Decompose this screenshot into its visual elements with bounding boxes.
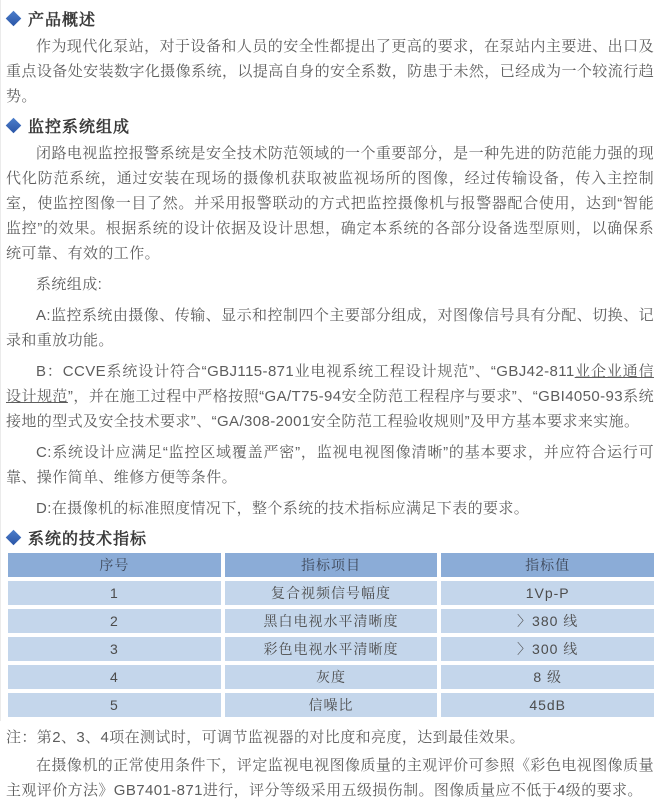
section-heading-specs <box>6 527 654 547</box>
table-cell-value: 45dB <box>441 693 654 717</box>
table-cell-value: 〉380 线 <box>441 609 654 633</box>
table-row <box>8 609 654 633</box>
composition-subtitle: 系统组成: <box>36 276 103 293</box>
diamond-bullet-icon <box>6 529 22 545</box>
section-heading-composition <box>6 115 654 135</box>
table-cell-value: 1Vp-P <box>441 581 654 605</box>
table-row <box>8 665 654 689</box>
table-header-value: 指标值 <box>441 553 654 577</box>
overview-paragraph: 作为现代化泵站，对于设备和人员的安全性都提出了更高的要求，在泵站内主要进、出口及重点设备处安装数字化摄像系统，以提高自身的安全系数，防患于未然，已经成为一个较流行趋势。 <box>6 38 654 105</box>
table-cell-no: 5 <box>8 693 221 717</box>
section-title-composition: 监控系统组成 <box>28 118 131 136</box>
item-b-underlined-standard: 业企业通信设计规范 <box>6 363 654 405</box>
table-cell-item: 彩色电视水平清晰度 <box>225 637 438 661</box>
composition-item-a: A:监控系统由摄像、传输、显示和控制四个主要部分组成，对图像信号具有分配、切换、记录和重放功能。 <box>6 307 654 349</box>
composition-item-c: C:系统设计应满足“监控区域覆盖严密”，监视电视图像清晰”的基本要求，并应符合运行可靠、操作简单、维修方便等条件。 <box>6 444 654 486</box>
table-cell-item: 信噪比 <box>225 693 438 717</box>
table-cell-value: 〉300 线 <box>441 637 654 661</box>
composition-intro-paragraph: 闭路电视监控报警系统是安全技术防范领域的一个重要部分，是一种先进的防范能力强的现代化防范系统，通过安装在现场的摄像机获取被监视场所的图像，经过传输设备，传入主控制室，使监控图像一目了然。并采用报警联动的方式把监控摄像机与报警器配合使用，达到“智能监控”的效果。根据系统的设计依据及设计思想，确定本系统的各部分设备选型原则，以确保系统可靠、有效的工作。 <box>6 145 654 262</box>
table-row <box>8 637 654 661</box>
table-cell-item: 黑白电视水平清晰度 <box>225 609 438 633</box>
item-b-text-2: ”，并在施工过程中严格按照“GA/T75-94安全防范工程程序与要求”、“GBI4050-93系统接地的型式及安全技术要求”、“GA/308-2001安全防范工程验收规则”及甲方基本要求来实施。 <box>6 388 654 430</box>
section-title-overview: 产品概述 <box>28 11 97 29</box>
diamond-bullet-icon <box>6 117 22 133</box>
diamond-bullet-icon <box>6 10 22 26</box>
table-header-no: 序号 <box>8 553 221 577</box>
table-cell-value: 8 级 <box>441 665 654 689</box>
table-cell-item: 复合视频信号幅度 <box>225 581 438 605</box>
table-note: 注：第2、3、4项在测试时，可调节监视器的对比度和亮度，达到最佳效果。 <box>6 729 526 746</box>
composition-item-b <box>6 359 654 434</box>
table-row <box>8 693 654 717</box>
closing-paragraph: 在摄像机的正常使用条件下，评定监视电视图像质量的主观评价可参照《彩色电视图像质量主观评价方法》GB7401-871进行，评分等级采用五级损伤制。图像质量应不低于4级的要求。 <box>6 757 654 799</box>
table-header-row <box>8 553 654 577</box>
table-cell-no: 2 <box>8 609 221 633</box>
table-header-item: 指标项目 <box>225 553 438 577</box>
table-cell-no: 3 <box>8 637 221 661</box>
item-b-text-1: B：CCVE系统设计符合“GBJ115-871业电视系统工程设计规范”、“GBJ42-811 <box>36 363 575 380</box>
spec-table <box>8 553 654 717</box>
table-cell-no: 1 <box>8 581 221 605</box>
section-heading-overview <box>6 8 654 28</box>
table-cell-item: 灰度 <box>225 665 438 689</box>
section-title-specs: 系统的技术指标 <box>28 530 148 548</box>
composition-item-d: D:在摄像机的标准照度情况下，整个系统的技术指标应满足下表的要求。 <box>36 500 530 517</box>
table-cell-no: 4 <box>8 665 221 689</box>
table-row <box>8 581 654 605</box>
